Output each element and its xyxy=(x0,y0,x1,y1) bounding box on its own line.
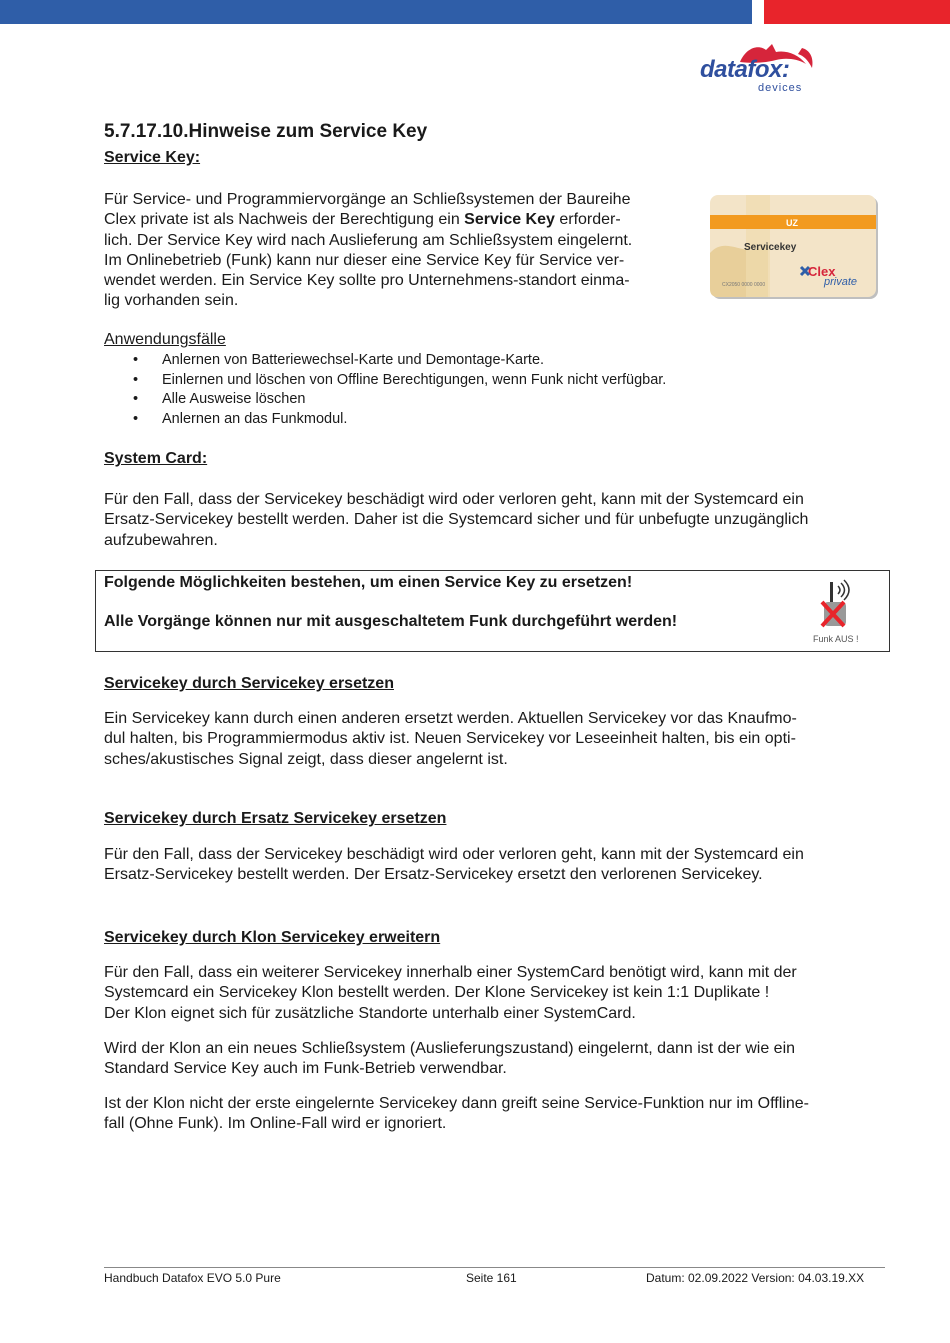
card-brand: Clex xyxy=(808,264,836,279)
card-label: Servicekey xyxy=(744,242,797,253)
logo-subtitle: devices xyxy=(758,82,803,94)
footer-right: Datum: 02.09.2022 Version: 04.03.19.XX xyxy=(646,1271,865,1285)
footer-divider xyxy=(104,1267,885,1268)
logo-wordmark: datafox: xyxy=(700,56,790,83)
footer-left: Handbuch Datafox EVO 5.0 Pure xyxy=(104,1271,281,1285)
header-bar-red xyxy=(764,0,950,24)
card-serial: CX2050 0000 0000 xyxy=(722,282,766,288)
clone-heading: Servicekey durch Klon Servicekey erweitern xyxy=(104,929,441,946)
notice-box xyxy=(95,570,890,652)
replace1-paragraph: Ein Servicekey kann durch einen anderen ersetzt werden. Aktuellen Servicekey vor das Knaufmo- dul halten, bis Programmiermodus aktiv ist. Neuen Servicekey vor Leseeinheit halten, bis ein opti- sches/akustisches Signal zeigt, dass dieser angelernt ist. xyxy=(104,710,797,768)
list-item: • Einlernen und löschen von Offline Berechtigungen, wenn Funk nicht verfügbar. xyxy=(104,371,666,391)
section-title: 5.7.17.10.Hinweise zum Service Key xyxy=(104,121,428,142)
card-brand-sub: private xyxy=(824,276,858,288)
clone-paragraph-1: Für den Fall, dass ein weiterer Servicekey innerhalb einer SystemCard benötigt wird, kann mit der Systemcard ein Servicekey Klon bestellt werden. Der Klone Servicekey ist kein 1:1 Duplikate ! Der Klon eignet sich für zusätzliche Standorte unterhalb einer SystemCard. xyxy=(104,964,797,1022)
system-card-paragraph: Für den Fall, dass der Servicekey beschädigt wird oder verloren geht, kann mit der Systemcard ein Ersatz-Servicekey bestellt werden. Daher ist die Systemcard sicher und für unbefugte unzugänglich aufzubewahren. xyxy=(104,491,809,549)
replace1-heading: Servicekey durch Servicekey ersetzen xyxy=(104,675,394,692)
card-stripe-text: UZ xyxy=(786,218,798,228)
clone-paragraph-2: Wird der Klon an ein neues Schließsystem (Auslieferungszustand) eingelernt, dann ist der wie ein Standard Service Key auch im Funk-Betrieb verwendbar. xyxy=(104,1040,796,1078)
system-card-heading: System Card: xyxy=(104,450,208,467)
service-key-paragraph: Für Service- und Programmiervorgänge an Schließsystemen der Baureihe Clex private ist als Nachweis der Berechtigung ein Service Key erforder- lich. Der Service Key wird nach Auslieferung am Schließsystem eingelernt. Im Onlinebetrieb (Funk) kann nur dieser eine Service Key für Service ver- wendet werden. Ein Service Key sollte pro Unternehmens-standort einma- lig vorhanden sein. xyxy=(104,191,633,310)
list-item: • Alle Ausweise löschen xyxy=(104,390,666,410)
replace2-heading: Servicekey durch Ersatz Servicekey ersetzen xyxy=(104,810,447,827)
uses-heading: Anwendungsfälle xyxy=(104,331,226,348)
notice-line-1: Folgende Möglichkeiten bestehen, um einen Service Key zu ersetzen! xyxy=(104,574,633,591)
footer-page: Seite 161 xyxy=(466,1271,517,1285)
funk-off-label: Funk AUS ! xyxy=(813,634,859,644)
uses-list xyxy=(104,351,666,429)
notice-line-2: Alle Vorgänge können nur mit ausgeschaltetem Funk durchgeführt werden! xyxy=(104,613,678,630)
datafox-logo xyxy=(700,40,820,98)
header-bar-blue xyxy=(0,0,752,24)
list-item: • Anlernen an das Funkmodul. xyxy=(104,410,666,430)
list-item: • Anlernen von Batteriewechsel-Karte und Demontage-Karte. xyxy=(104,351,666,371)
replace2-paragraph: Für den Fall, dass der Servicekey beschädigt wird oder verloren geht, kann mit der Systemcard ein Ersatz-Servicekey bestellt werden. Der Ersatz-Servicekey ersetzt den verlorenen Servicekey. xyxy=(104,846,804,884)
servicekey-card-image xyxy=(708,193,880,303)
service-key-heading: Service Key: xyxy=(104,149,201,166)
clone-paragraph-3: Ist der Klon nicht der erste eingelernte Servicekey dann greift seine Service-Funktion nur im Offline- fall (Ohne Funk). Im Online-Fall wird er ignoriert. xyxy=(104,1095,809,1133)
